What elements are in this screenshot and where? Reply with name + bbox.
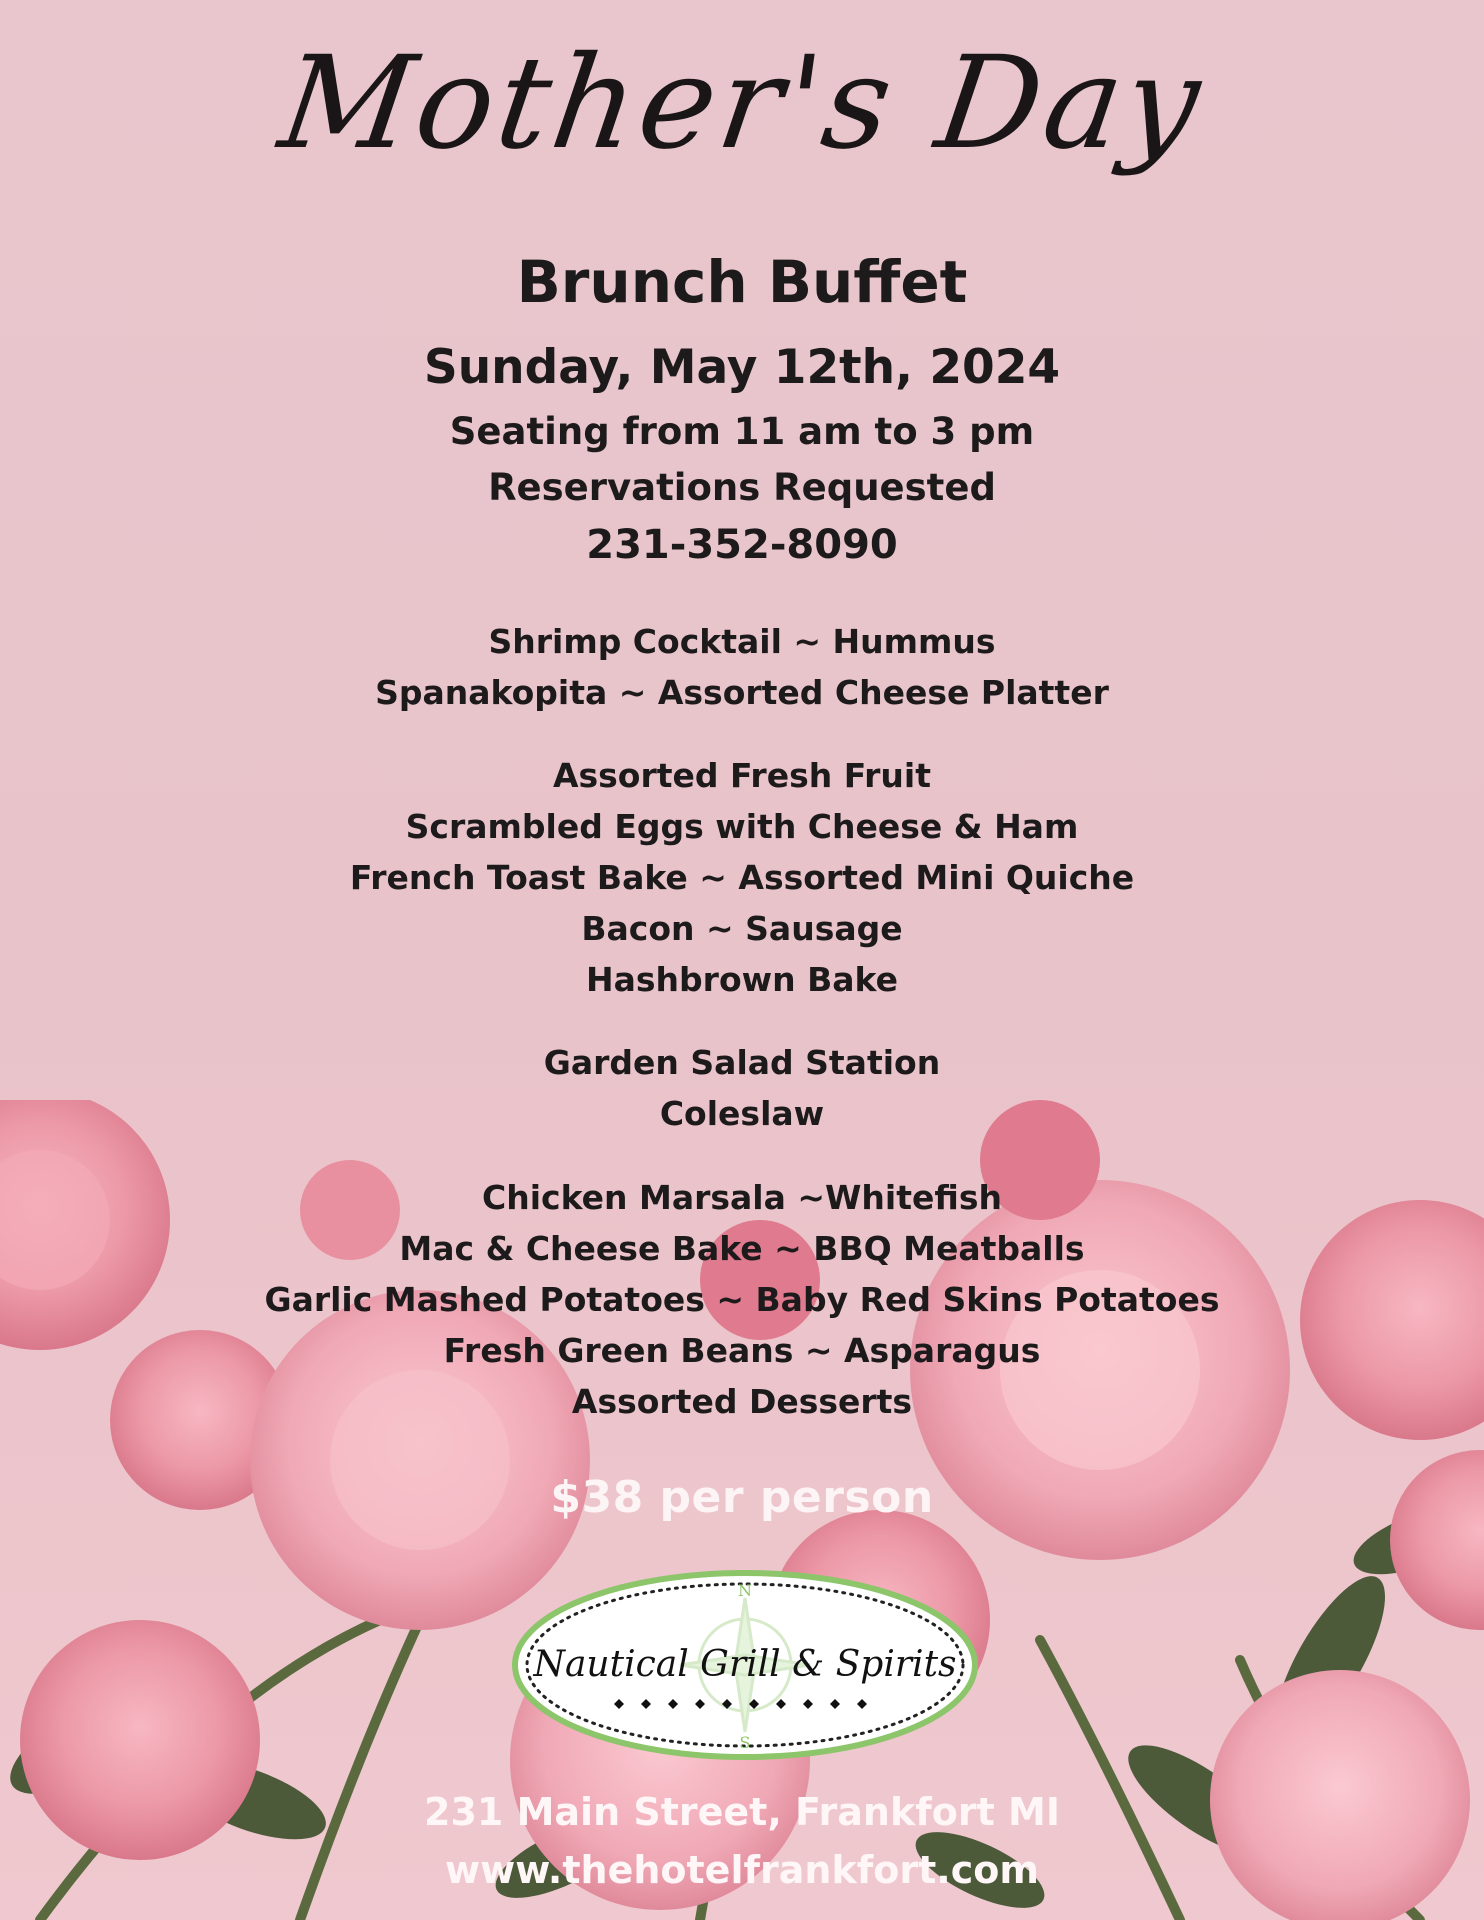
compass-n-label: N <box>738 1581 752 1600</box>
menu-item: French Toast Bake ~ Assorted Mini Quiche <box>349 858 1135 897</box>
menu-item: Garden Salad Station <box>543 1043 941 1082</box>
website-link[interactable]: www.thehotelfrankfort.com <box>445 1848 1039 1892</box>
street-address: 231 Main Street, Frankfort MI <box>424 1790 1060 1834</box>
menu-item: Hashbrown Bake <box>586 960 898 999</box>
seating-hours: Seating from 11 am to 3 pm <box>449 410 1035 453</box>
reservations-note: Reservations Requested <box>488 466 996 509</box>
restaurant-logo <box>510 1568 980 1762</box>
phone-number: 231-352-8090 <box>586 522 898 568</box>
menu-item: Mac & Cheese Bake ~ BBQ Meatballs <box>399 1229 1085 1268</box>
menu-item: Assorted Desserts <box>571 1382 913 1421</box>
menu-item: Scrambled Eggs with Cheese & Ham <box>405 807 1079 846</box>
menu-item: Coleslaw <box>659 1094 825 1133</box>
menu-group-appetizers <box>0 616 1484 718</box>
event-date: Sunday, May 12th, 2024 <box>423 340 1061 395</box>
menu-item: Assorted Fresh Fruit <box>552 756 932 795</box>
menu-group-salads <box>0 1037 1484 1139</box>
menu-item: Shrimp Cocktail ~ Hummus <box>488 622 996 661</box>
price-per-person: $38 per person <box>550 1472 934 1523</box>
menu-item: Chicken Marsala ~Whitefish <box>482 1178 1002 1217</box>
mothers-day-title: Mother's Day <box>271 29 1213 178</box>
menu-item: Garlic Mashed Potatoes ~ Baby Red Skins Potatoes <box>264 1280 1220 1319</box>
logo-name: Nautical Grill & Spirits <box>533 1644 957 1685</box>
menu-item: Spanakopita ~ Assorted Cheese Platter <box>375 673 1109 712</box>
menu-group-entrees <box>0 1172 1484 1427</box>
menu-item: Fresh Green Beans ~ Asparagus <box>443 1331 1041 1370</box>
event-title: Brunch Buffet <box>516 248 968 316</box>
menu-group-breakfast <box>0 750 1484 1005</box>
compass-s-label: S <box>739 1733 751 1752</box>
menu-item: Bacon ~ Sausage <box>581 909 903 948</box>
